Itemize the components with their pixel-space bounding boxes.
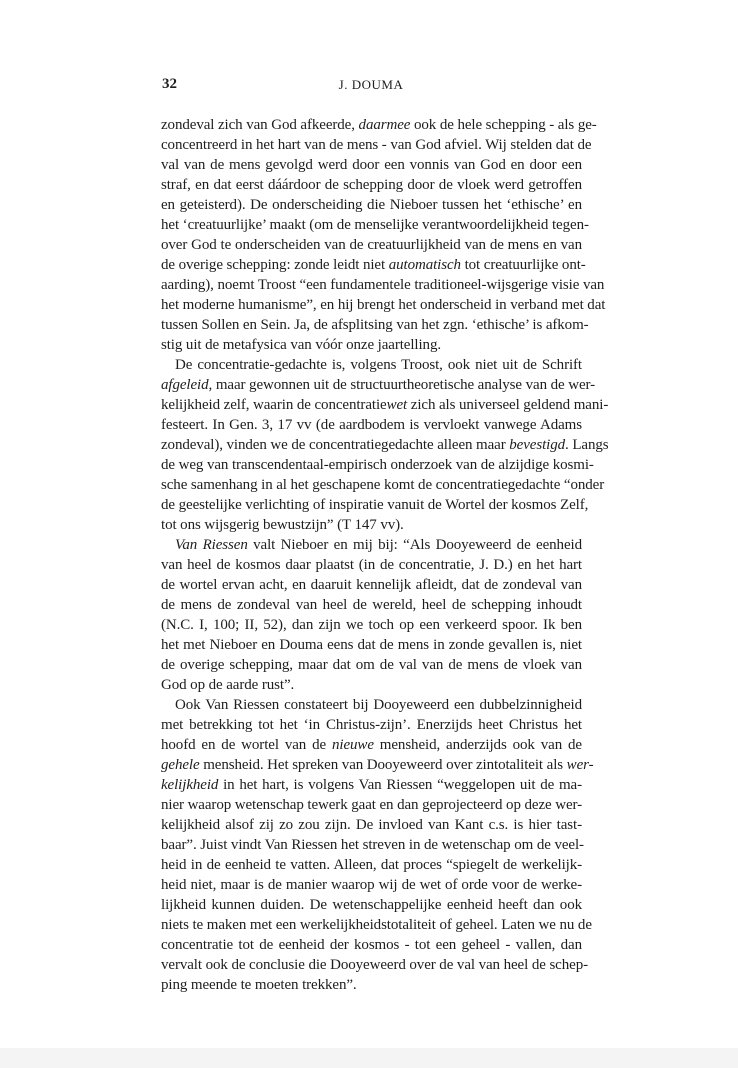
text-run: valt Nieboer en mij bij: “Als Dooyeweerd de eenheid — [247, 537, 582, 553]
text-run: de wortel ervan acht, en daaruit kennelijk afleidt, dat de zondeval van — [161, 577, 582, 593]
text-line — [161, 735, 582, 755]
text-line — [161, 175, 582, 195]
text-run: zondeval), vinden we de concentratiegedachte alleen maar — [161, 437, 510, 453]
text-run: heid niet, maar is de manier waarop wij de wet of orde voor de werke- — [161, 877, 582, 893]
text-run: vervalt ook de conclusie die Dooyeweerd over de val van heel de schep- — [161, 957, 588, 973]
text-line — [161, 455, 594, 475]
text-run: nier waarop wetenschap tewerk gaat en dan geprojecteerd op deze wer- — [161, 797, 583, 813]
body-text — [161, 115, 609, 995]
page-number: 32 — [162, 76, 177, 92]
text-run: Ook Van Riessen constateert bij Dooyeweerd een dubbelzinnigheid — [175, 697, 582, 713]
italic-text: gehele — [161, 757, 200, 773]
text-line — [161, 895, 582, 915]
text-line — [161, 435, 609, 455]
text-line — [161, 155, 582, 175]
text-run: ping meende te moeten trekken”. — [161, 977, 357, 993]
italic-text: Van Riessen — [175, 537, 248, 553]
text-line — [161, 115, 597, 135]
text-line — [161, 775, 582, 795]
text-run: zondeval zich van God afkeerde, — [161, 117, 359, 133]
text-line — [161, 195, 582, 215]
text-line — [161, 535, 582, 555]
text-run: de weg van transcendentaal-empirisch onderzoek van de alzijdige kosmi- — [161, 457, 594, 473]
text-run: en geteisterd). De onderscheiding die Nieboer tussen het ‘ethische’ en — [161, 197, 582, 213]
text-line — [161, 935, 582, 955]
text-run: straf, en dat eerst dáárdoor de schepping door de vloek werd getroffen — [161, 177, 582, 193]
text-line — [161, 835, 582, 855]
text-line — [161, 795, 582, 815]
text-line — [161, 315, 589, 335]
text-line — [161, 375, 596, 395]
text-line — [161, 655, 582, 675]
text-line — [161, 815, 582, 835]
text-line — [161, 955, 588, 975]
text-run: aarding), noemt Troost “een fundamentele traditioneel-wijsgerige visie van — [161, 277, 605, 293]
italic-text: wet — [386, 397, 408, 413]
text-run: De concentratie-gedachte is, volgens Troost, ook niet uit de Schrift — [175, 357, 582, 373]
italic-text: daarmee — [358, 117, 411, 133]
text-run: over God te onderscheiden van de creatuurlijkheid van de mens en van — [161, 237, 582, 253]
text-line — [161, 295, 606, 315]
text-line — [161, 355, 582, 375]
italic-text: nieuwe — [331, 737, 374, 753]
text-line — [161, 575, 582, 595]
text-run: het met Nieboer en Douma eens dat de mens in zonde gevallen is, niet — [161, 637, 582, 653]
text-run: (N.C. I, 100; II, 52), dan zijn we toch op een verkeerd spoor. Ik ben — [161, 617, 582, 633]
text-line — [161, 275, 605, 295]
text-run: , maar gewonnen uit de structuurtheoretische analyse van de wer- — [208, 377, 596, 393]
text-run: tussen Sollen en Sein. Ja, de afsplitsing van het zgn. ‘ethische’ is afkom- — [161, 317, 589, 333]
text-line — [161, 675, 582, 695]
paragraph — [161, 355, 609, 535]
text-line — [161, 635, 582, 655]
text-run: met betrekking tot het ‘in Christus-zijn’. Enerzijds heet Christus het — [161, 717, 582, 733]
italic-text: kelijkheid — [161, 777, 219, 793]
text-run: lijkheid kunnen duiden. De wetenschappelijke eenheid heeft dan ook — [161, 897, 582, 913]
italic-text: wer- — [566, 757, 594, 773]
paragraph — [161, 695, 594, 995]
text-run: tot ons wijsgerig bewustzijn” (T 147 vv). — [161, 517, 404, 533]
text-run: tot creatuurlijke ont- — [460, 257, 586, 273]
text-line — [161, 255, 586, 275]
text-line — [161, 335, 582, 355]
text-line — [161, 695, 582, 715]
text-run: mensheid. Het spreken van Dooyeweerd over zintotaliteit als — [199, 757, 567, 773]
text-run: stig uit de metafysica van vóór onze jaartelling. — [161, 337, 442, 353]
text-run: kelijkheid zelf, waarin de concentratie — [161, 397, 387, 413]
text-run: baar”. Juist vindt Van Riessen het streven in de wetenschap om de veel- — [161, 837, 584, 853]
text-run: val van de mens gevolgd werd door een vonnis van God en door een — [161, 157, 582, 173]
text-line — [161, 515, 582, 535]
page-header — [162, 76, 580, 96]
text-run: in het hart, is volgens Van Riessen “weggelopen uit de ma- — [218, 777, 582, 793]
text-run: hoofd en de wortel van de — [161, 737, 332, 753]
text-line — [161, 215, 589, 235]
text-run: mensheid, anderzijds ook van de — [373, 737, 582, 753]
text-run: de overige schepping, maar dat om de val van de mens de vloek van — [161, 657, 582, 673]
text-line — [161, 475, 605, 495]
paragraph — [161, 115, 606, 355]
text-line — [161, 875, 582, 895]
text-line — [161, 415, 582, 435]
text-line — [161, 855, 582, 875]
text-line — [161, 395, 609, 415]
text-run: de overige schepping: zonde leidt niet — [161, 257, 389, 273]
text-line — [161, 615, 582, 635]
text-run: heid in de eenheid te vatten. Alleen, dat proces “spiegelt de werkelijk- — [161, 857, 582, 873]
text-line — [161, 715, 582, 735]
text-run: festeert. In Gen. 3, 17 vv (de aardbodem is vervloekt vanwege Adams — [161, 417, 582, 433]
text-line — [161, 135, 592, 155]
text-run: de geestelijke verlichting of inspiratie vanuit de Wortel der kosmos Zelf, — [161, 497, 589, 513]
text-run: het ‘creatuurlijke’ maakt (om de menselijke verantwoordelijkheid tegen- — [161, 217, 589, 233]
text-run: sche samenhang in al het geschapene komt de concentratiegedachte “onder — [161, 477, 605, 493]
text-line — [161, 755, 594, 775]
text-run: van heel de kosmos daar plaatst (in de concentratie, J. D.) en het hart — [161, 557, 582, 573]
italic-text: automatisch — [388, 257, 461, 273]
text-run: ook de hele schepping - als ge- — [410, 117, 597, 133]
text-run: God op de aarde rust”. — [161, 677, 295, 693]
text-run: . Langs — [565, 437, 609, 453]
text-line — [161, 555, 582, 575]
italic-text: bevestigd — [509, 437, 566, 453]
text-line — [161, 595, 582, 615]
text-run: de mens de zondeval van heel de wereld, heel de schepping inhoudt — [161, 597, 582, 613]
running-head: J. DOUMA — [338, 77, 404, 92]
text-run: niets te maken met een werkelijkheidstotaliteit of geheel. Laten we nu de — [161, 917, 592, 933]
text-run: het moderne humanisme”, en hij brengt het onderscheid in verband met dat — [161, 297, 606, 313]
text-run: concentratie tot de eenheid der kosmos - tot een geheel - vallen, dan — [161, 937, 582, 953]
paragraph — [161, 535, 582, 695]
scan-shadow — [0, 1048, 738, 1068]
text-run: concentreerd in het hart van de mens - van God afviel. Wij stelden dat de — [161, 137, 592, 153]
italic-text: afgeleid — [161, 377, 209, 393]
text-run: zich als universeel geldend mani- — [407, 397, 609, 413]
text-line — [161, 915, 592, 935]
text-line — [161, 495, 589, 515]
text-line — [161, 235, 582, 255]
text-run: kelijkheid alsof zij zo zou zijn. De invloed van Kant c.s. is hier tast- — [161, 817, 582, 833]
text-line — [161, 975, 582, 995]
